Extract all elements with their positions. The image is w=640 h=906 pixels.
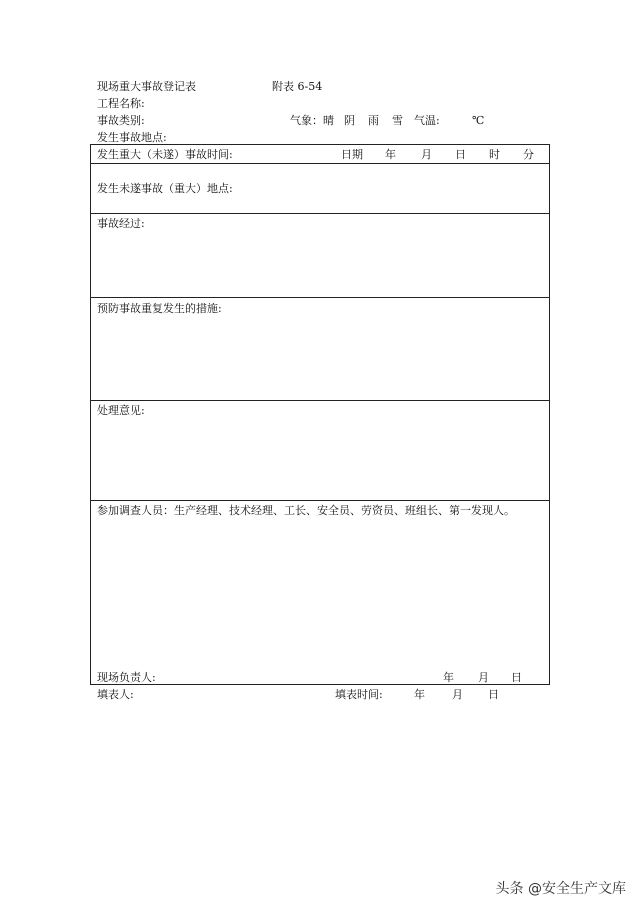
row-divider (91, 400, 549, 401)
investigation-participants-label: 参加调查人员：生产经理、技术经理、工长、安全员、劳资员、班组长、第一发现人。 (97, 504, 515, 517)
near-miss-location-label: 发生未遂事故（重大）地点: (97, 182, 233, 195)
project-name-label: 工程名称: (97, 97, 145, 110)
handling-opinion-label: 处理意见: (97, 404, 145, 417)
row-divider (91, 297, 549, 298)
temperature-unit: ℃ (472, 114, 485, 127)
row-divider (91, 163, 549, 164)
temperature-label: 气温: (414, 114, 440, 127)
date-unit-day: 日 (455, 148, 466, 161)
weather-option-cloudy: 阴 (344, 114, 355, 127)
site-leader-day: 日 (511, 671, 522, 684)
form-title: 现场重大事故登记表 (97, 80, 196, 93)
weather-option-rain: 雨 (368, 114, 379, 127)
row-divider (91, 500, 549, 501)
row-divider (91, 213, 549, 214)
site-leader-month: 月 (478, 671, 489, 684)
accident-time-label: 发生重大（未遂）事故时间: (97, 148, 233, 161)
fill-time-month: 月 (452, 688, 463, 701)
form-filler-label: 填表人: (97, 688, 134, 701)
fill-time-day: 日 (488, 688, 499, 701)
source-watermark: 头条 @安全生产文库 (495, 881, 626, 897)
accident-form-table (90, 144, 550, 685)
site-leader-label: 现场负责人: (97, 671, 156, 684)
fill-time-year: 年 (414, 688, 425, 701)
date-unit-month: 月 (421, 148, 432, 161)
accident-type-label: 事故类别: (97, 114, 145, 127)
accident-process-label: 事故经过: (97, 217, 145, 230)
site-leader-year: 年 (443, 671, 454, 684)
date-unit-minute: 分 (523, 148, 534, 161)
appendix-label: 附表 6-54 (272, 80, 323, 93)
weather-option-sunny: 晴 (323, 114, 334, 127)
weather-option-snow: 雪 (392, 114, 403, 127)
date-unit-hour: 时 (489, 148, 500, 161)
weather-label: 气象： (290, 114, 323, 127)
prevention-measures-label: 预防事故重复发生的措施: (97, 302, 222, 315)
date-unit-year: 年 (385, 148, 396, 161)
fill-time-label: 填表时间: (335, 688, 383, 701)
accident-location-label: 发生事故地点: (97, 131, 167, 144)
date-label: 日期 (341, 148, 363, 161)
